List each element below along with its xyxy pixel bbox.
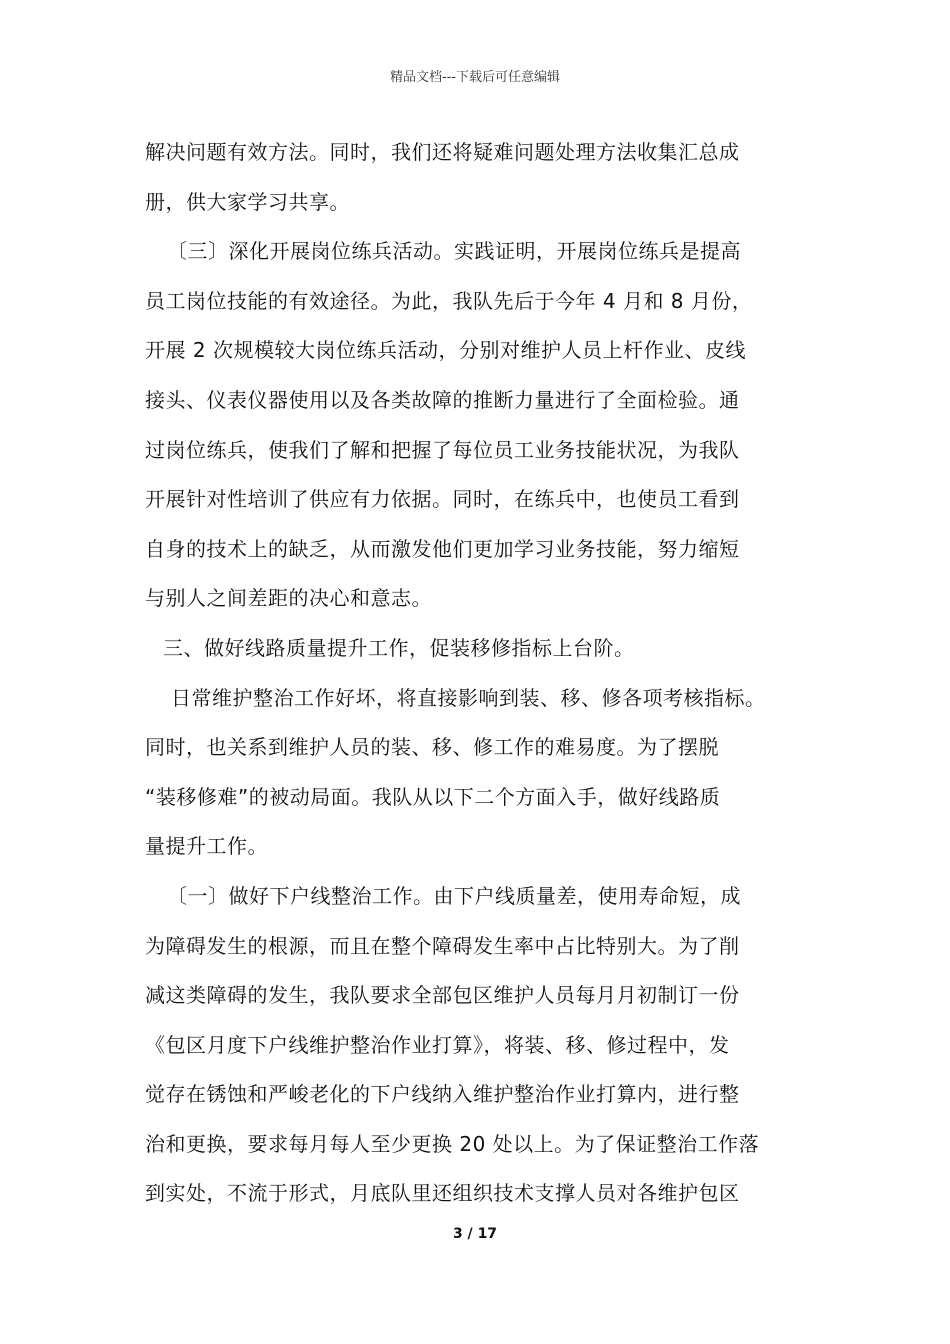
text-line: 同时，也关系到维护人员的装、移、修工作的难易度。为了摆脱 <box>145 735 719 760</box>
text-line: 员工岗位技能的有效途径。为此，我队先后于今年 4 月和 8 月份， <box>145 288 753 313</box>
section-heading: 三、做好线路质量提升工作，促装移修指标上台阶。 <box>163 635 635 660</box>
text-line: 减这类障碍的发生，我队要求全部包区维护人员每月月初制订一份 <box>145 983 740 1008</box>
text-line: 开展针对性培训了供应有力依据。同时，在练兵中，也使员工看到 <box>145 487 740 512</box>
text-line: 与别人之间差距的决心和意志。 <box>145 586 432 611</box>
text-line: 日常维护整治工作好坏，将直接影响到装、移、修各项考核指标。 <box>171 685 766 710</box>
text-line: 觉存在锈蚀和严峻老化的下户线纳入维护整治作业打算内，进行整 <box>145 1082 740 1107</box>
text-line: 册，供大家学习共享。 <box>145 189 350 214</box>
text-line: 开展 2 次规模较大岗位练兵活动，分别对维护人员上杆作业、皮线 <box>145 338 746 363</box>
text-line: 接头、仪表仪器使用以及各类故障的推断力量进行了全面检验。通 <box>145 387 740 412</box>
text-line: 治和更换，要求每月每人至少更换 20 处以上。为了保证整治工作落 <box>145 1131 760 1156</box>
text-line: 为障碍发生的根源，而且在整个障碍发生率中占比特别大。为了削 <box>145 933 740 958</box>
text-line: 到实处，不流于形式，月底队里还组织技术支撑人员对各维护包区 <box>145 1181 740 1206</box>
document-body <box>145 128 825 1219</box>
page-header: 精品文档---下载后可任意编辑 <box>389 70 561 85</box>
text-line: 〔一〕做好下户线整治工作。由下户线质量差，使用寿命短，成 <box>167 883 741 908</box>
text-line: 过岗位练兵，使我们了解和把握了每位员工业务技能状况，为我队 <box>145 437 740 462</box>
text-line: 〔三〕深化开展岗位练兵活动。实践证明，开展岗位练兵是提高 <box>167 239 741 264</box>
text-line: 解决问题有效方法。同时，我们还将疑难问题处理方法收集汇总成 <box>145 140 740 164</box>
text-line: “装移修难”的被动局面。我队从以下二个方面入手，做好线路质 <box>145 784 721 809</box>
page-separator: / <box>462 1226 478 1242</box>
page-total: 17 <box>477 1226 498 1242</box>
text-line: 《包区月度下户线维护整治作业打算》，将装、移、修过程中，发 <box>145 1032 730 1057</box>
page-number <box>0 1226 950 1242</box>
text-line: 量提升工作。 <box>145 834 268 859</box>
page-current: 3 <box>452 1226 463 1242</box>
text-line: 自身的技术上的缺乏，从而激发他们更加学习业务技能，努力缩短 <box>145 536 740 561</box>
